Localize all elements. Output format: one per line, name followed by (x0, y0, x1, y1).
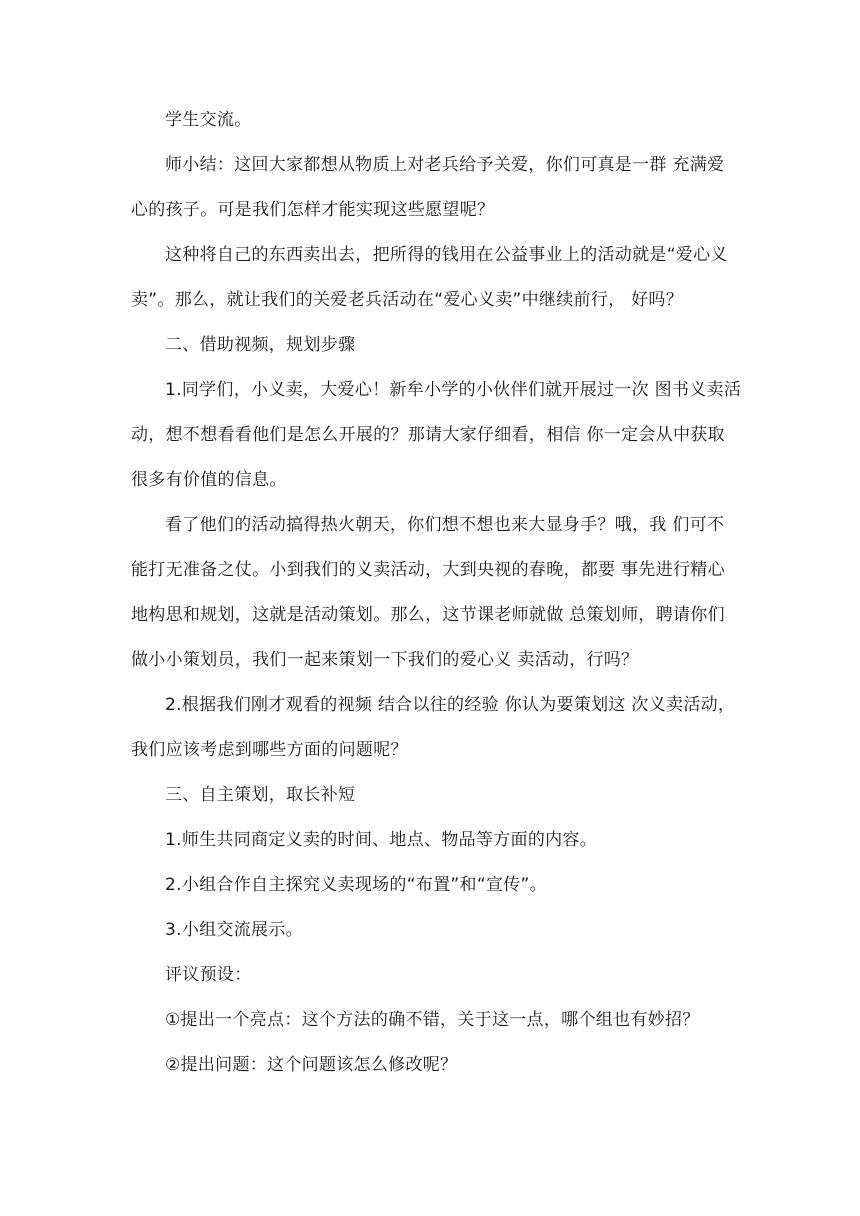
text-line: 地构思和规划，这就是活动策划。那么，这节课老师就做 总策划师，聘请你们 (131, 605, 725, 625)
section-heading: 二、借助视频，规划步骤 (165, 335, 356, 355)
text-line: 3.小组交流展示。 (165, 920, 303, 940)
text-line: 1.同学们，小义卖，大爱心！新牟小学的小伙伴们就开展过一次 图书义卖活 (165, 380, 742, 400)
text-line: 做小小策划员，我们一起来策划一下我们的爱心义 卖活动，行吗？ (131, 650, 639, 670)
text-line: 能打无准备之仗。小到我们的义卖活动，大到央视的春晚，都要 事先进行精心 (131, 560, 725, 580)
text-line: 2.根据我们刚才观看的视频 结合以往的经验 你认为要策划这 次义卖活动， (165, 695, 736, 715)
text-line: 1.师生共同商定义卖的时间、地点、物品等方面的内容。 (165, 830, 598, 850)
text-line: 卖”。那么，就让我们的关爱老兵活动在“爱心义卖”中继续前行， 好吗？ (131, 290, 684, 310)
text-line: 师小结：这回大家都想从物质上对老兵给予关爱，你们可真是一群 充满爱 (165, 155, 725, 175)
text-line: ②提出问题：这个问题该怎么修改呢？ (165, 1055, 458, 1075)
text-line: 心的孩子。可是我们怎样才能实现这些愿望呢？ (131, 200, 495, 220)
text-line: 动，想不想看看他们是怎么开展的？那请大家仔细看，相信 你一定会从中获取 (131, 425, 725, 445)
text-line: 学生交流。 (165, 110, 252, 130)
text-line: 评议预设： (165, 965, 252, 985)
section-heading: 三、自主策划，取长补短 (165, 785, 356, 805)
text-line: 看了他们的活动搞得热火朝天，你们想不想也来大显身手？哦，我 们可不 (165, 515, 725, 535)
text-line: 2.小组合作自主探究义卖现场的“布置”和“宣传”。 (165, 875, 547, 895)
text-line: 我们应该考虑到哪些方面的问题呢？ (131, 740, 408, 760)
text-line: 这种将自己的东西卖出去，把所得的钱用在公益事业上的活动就是“爱心义 (165, 245, 728, 265)
text-line: 很多有价值的信息。 (131, 470, 287, 490)
text-line: ①提出一个亮点：这个方法的确不错，关于这一点，哪个组也有妙招？ (165, 1010, 700, 1030)
